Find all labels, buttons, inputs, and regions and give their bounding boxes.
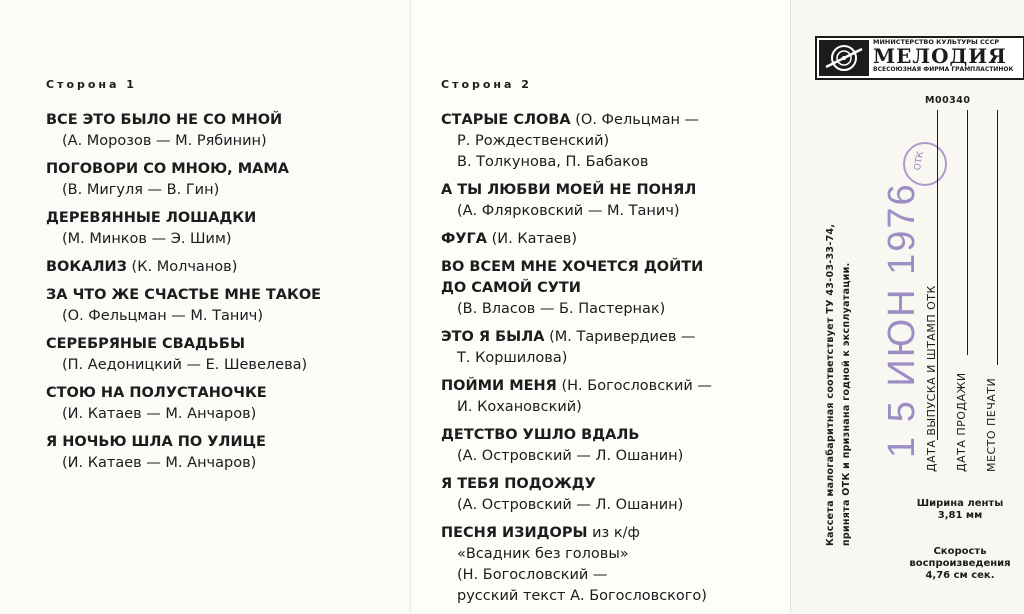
- track-credits: (П. Аедоницкий — Е. Шевелева): [62, 357, 308, 373]
- track-info: (К. Молчанов): [126, 259, 238, 275]
- track-credits: Т. Коршилова): [457, 350, 568, 366]
- track-title-line: [441, 327, 801, 348]
- track-title-line: [46, 208, 406, 229]
- side-2-panel: [410, 0, 791, 613]
- track-title: ВОКАЛИЗ: [46, 259, 127, 275]
- track-item: [441, 376, 801, 418]
- otk-stamp: [903, 142, 947, 186]
- track-title: ЗА ЧТО ЖЕ СЧАСТЬЕ МНЕ ТАКОЕ: [46, 287, 322, 303]
- track-title-line: [441, 425, 801, 446]
- track-item: [46, 432, 406, 474]
- track-title-line: [46, 110, 406, 131]
- speed-value: 4,76 см сек.: [925, 570, 995, 581]
- side-1-heading: Сторона 1: [46, 78, 137, 91]
- track-title-line: [46, 257, 406, 278]
- track-title: ДЕТСТВО УШЛО ВДАЛЬ: [441, 427, 640, 443]
- track-item: [46, 334, 406, 376]
- track-item: [441, 180, 801, 222]
- certification-line-2: принята ОТК и признана годной к эксплуатации.: [841, 262, 852, 546]
- track-title-line: [441, 110, 801, 131]
- track-title: СТОЮ НА ПОЛУСТАНОЧКЕ: [46, 385, 267, 401]
- release-date-stamp: 1 5 ИЮН 1976: [881, 182, 923, 458]
- track-info: (М. Таривердиев —: [544, 329, 696, 345]
- track-title-line: [46, 159, 406, 180]
- track-info: (Н. Богословский —: [556, 378, 712, 394]
- track-title: СЕРЕБРЯНЫЕ СВАДЬБЫ: [46, 336, 245, 352]
- track-credits: Р. Рождественский): [457, 133, 610, 149]
- track-item: [46, 285, 406, 327]
- track-title: Я НОЧЬЮ ШЛА ПО УЛИЦЕ: [46, 434, 266, 450]
- track-title: СТАРЫЕ СЛОВА: [441, 112, 571, 128]
- print-place-field-label: МЕСТО ПЕЧАТИ: [985, 377, 998, 472]
- speed-block: [901, 546, 1019, 582]
- sale-field-line: [967, 110, 968, 355]
- speed-label-2: воспроизведения: [909, 558, 1011, 569]
- tape-width-value: 3,81 мм: [937, 510, 983, 521]
- track-item: [441, 425, 801, 467]
- catalog-number: М00340: [925, 95, 971, 106]
- track-info: (О. Фельцман —: [570, 112, 700, 128]
- track-title: ВО ВСЕМ МНЕ ХОЧЕТСЯ ДОЙТИ: [441, 259, 704, 275]
- firm-text: ВСЕСОЮЗНАЯ ФИРМА ГРАМПЛАСТИНОК: [873, 66, 1014, 73]
- speed-label: Скорость: [933, 546, 987, 557]
- track-title: А ТЫ ЛЮБВИ МОЕЙ НЕ ПОНЯЛ: [441, 182, 697, 198]
- track-credits: И. Кохановский): [457, 399, 582, 415]
- track-title: Я ТЕБЯ ПОДОЖДУ: [441, 476, 596, 492]
- track-credits: (А. Морозов — М. Рябинин): [62, 133, 267, 149]
- track-credits: (И. Катаев — М. Анчаров): [62, 406, 257, 422]
- label-panel: [790, 0, 1024, 613]
- ministry-text: МИНИСТЕРСТВО КУЛЬТУРЫ СССР: [873, 38, 1000, 46]
- track-title: ПОГОВОРИ СО МНОЮ, МАМА: [46, 161, 290, 177]
- track-credits: (В. Власов — Б. Пастернак): [457, 301, 666, 317]
- track-title: ВСЕ ЭТО БЫЛО НЕ СО МНОЙ: [46, 112, 283, 128]
- track-credits: (И. Катаев — М. Анчаров): [62, 455, 257, 471]
- track-info: из к/ф: [587, 525, 640, 541]
- melodiya-logo: [815, 36, 1024, 80]
- track-item: [46, 383, 406, 425]
- track-title-line: [46, 432, 406, 453]
- tape-width-label: Ширина ленты: [916, 498, 1004, 509]
- track-title-line: [46, 285, 406, 306]
- track-item: [46, 257, 406, 278]
- tape-width-block: [901, 498, 1019, 522]
- track-title: ЭТО Я БЫЛА: [441, 329, 545, 345]
- track-credits: (В. Мигуля — В. Гин): [62, 182, 220, 198]
- track-title-line: [441, 257, 801, 278]
- track-title-line: [441, 523, 801, 544]
- brand-name: МЕЛОДИЯ: [873, 44, 1007, 68]
- track-credits: русский текст А. Богословского): [457, 588, 707, 604]
- track-title-line: [46, 334, 406, 355]
- track-credits: (Н. Богословский —: [457, 567, 608, 583]
- track-title-line: [441, 180, 801, 201]
- track-item: [441, 257, 801, 320]
- track-title-line: [46, 383, 406, 404]
- certification-line-1: Кассета малогабаритная соответствует ТУ 43-03-33-74,: [825, 223, 836, 546]
- melodiya-emblem-icon: [819, 40, 869, 76]
- track-title-line: [441, 229, 801, 250]
- side-1-track-list: [46, 110, 406, 481]
- track-item: [441, 523, 801, 607]
- track-credits: (А. Островский — Л. Ошанин): [457, 448, 684, 464]
- print-place-field-line: [997, 110, 998, 365]
- track-item: [441, 110, 801, 173]
- track-credits: (А. Флярковский — М. Танич): [457, 203, 680, 219]
- track-info: (И. Катаев): [487, 231, 577, 247]
- track-title-continued: ДО САМОЙ СУТИ: [441, 280, 581, 296]
- track-item: [441, 474, 801, 516]
- track-credits: «Всадник без головы»: [457, 546, 629, 562]
- track-item: [46, 159, 406, 201]
- side-2-heading: Сторона 2: [441, 78, 532, 91]
- track-title-line-2: [441, 278, 801, 299]
- track-item: [441, 327, 801, 369]
- side-1-panel: [0, 0, 410, 613]
- track-title-line: [441, 474, 801, 495]
- sale-date-field-label: ДАТА ПРОДАЖИ: [955, 372, 968, 472]
- track-credits: (М. Минков — Э. Шим): [62, 231, 232, 247]
- track-credits: (А. Островский — Л. Ошанин): [457, 497, 684, 513]
- track-title-line: [441, 376, 801, 397]
- side-2-track-list: [441, 110, 801, 614]
- track-credits: (О. Фельцман — М. Танич): [62, 308, 263, 324]
- track-title: ПОЙМИ МЕНЯ: [441, 378, 557, 394]
- track-item: [46, 110, 406, 152]
- track-title: ДЕРЕВЯННЫЕ ЛОШАДКИ: [46, 210, 257, 226]
- track-credits: В. Толкунова, П. Бабаков: [457, 154, 649, 170]
- otk-stamp-text: ОТК: [912, 150, 927, 172]
- track-title: ПЕСНЯ ИЗИДОРЫ: [441, 525, 588, 541]
- track-item: [441, 229, 801, 250]
- track-item: [46, 208, 406, 250]
- track-title: ФУГА: [441, 231, 488, 247]
- release-date-field-label: ДАТА ВЫПУСКА И ШТАМП ОТК: [925, 285, 938, 472]
